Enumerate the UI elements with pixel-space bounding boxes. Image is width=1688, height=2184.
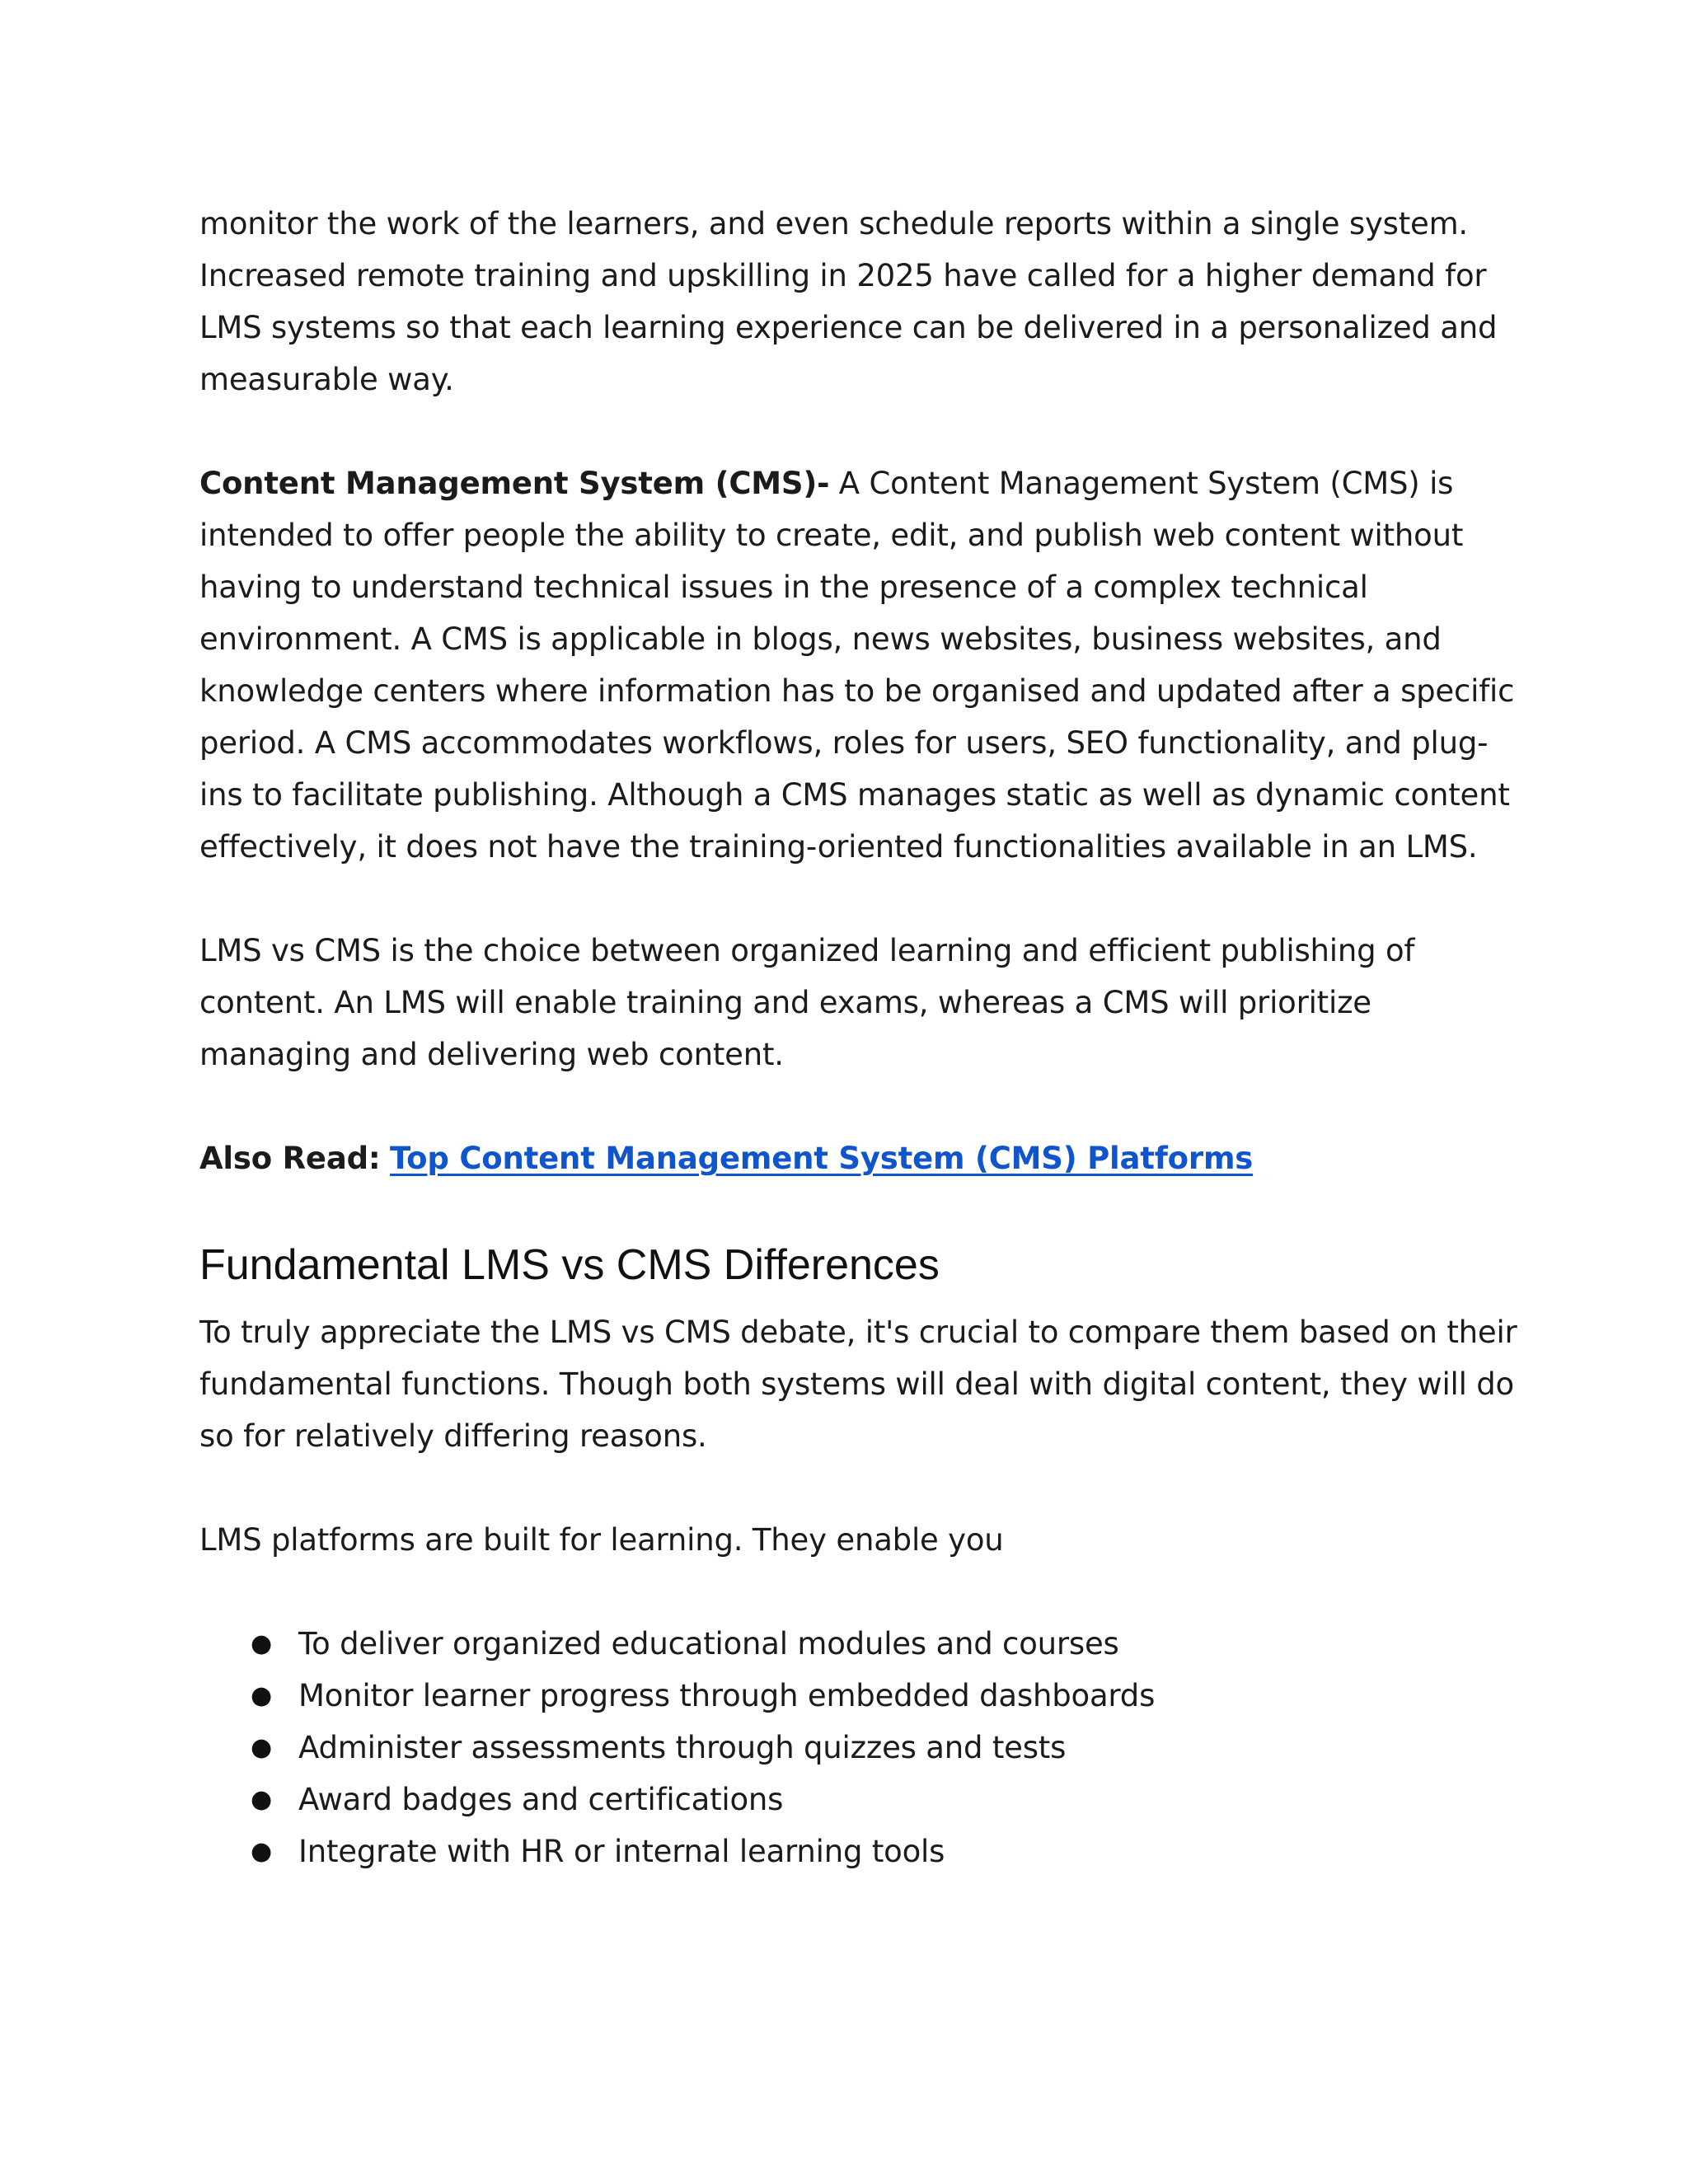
cms-definition-paragraph	[199, 457, 1518, 873]
document-page	[199, 198, 1518, 1877]
section-heading: Fundamental LMS vs CMS Differences	[199, 1241, 940, 1289]
list-item	[199, 1774, 1518, 1825]
bullet-icon: ●	[251, 1785, 272, 1814]
bullet-icon: ●	[251, 1837, 272, 1866]
cms-definition-body: A Content Management System (CMS) is intended to offer people the ability to create, edit, and publish web content without having to understand technical issues in the presence of a complex technical environment. A CMS is applicable in blogs, news websites, business websites, and knowledge centers where information has to be organised and updated after a specific period. A CMS accommodates workflows, roles for users, SEO functionality, and plug-ins to facilitate publishing. Although a CMS manages static as well as dynamic content effectively, it does not have the training-oriented functionalities available in an LMS.	[199, 466, 1515, 865]
bullet-icon: ●	[251, 1629, 272, 1658]
list-item	[199, 1825, 1518, 1877]
also-read-line	[199, 1132, 1518, 1184]
list-item-text: Monitor learner progress through embedded dashboards	[298, 1678, 1156, 1713]
list-item-text: To deliver organized educational modules and courses	[298, 1626, 1119, 1661]
bullet-icon: ●	[251, 1733, 272, 1762]
section-intro-paragraph: To truly appreciate the LMS vs CMS debate, it's crucial to compare them based on their fundamental functions. Though both systems will deal with digital content, they will do so for relatively differing reasons.	[199, 1315, 1517, 1454]
cms-definition-label: Content Management System (CMS)-	[199, 466, 830, 501]
list-item-text: Integrate with HR or internal learning tools	[298, 1834, 945, 1869]
list-item	[199, 1670, 1518, 1722]
intro-continued-paragraph: monitor the work of the learners, and even schedule reports within a single system. Increased remote training and upskilling in 2025 have called for a higher demand for LMS systems so that each learning experience can be delivered in a personalized and measurable way.	[199, 206, 1498, 397]
list-item-text: Administer assessments through quizzes and tests	[298, 1730, 1067, 1765]
lms-features-list	[199, 1618, 1518, 1877]
lms-lead-paragraph: LMS platforms are built for learning. They enable you	[199, 1522, 1004, 1558]
list-item	[199, 1722, 1518, 1774]
list-item-text: Award badges and certifications	[298, 1782, 784, 1817]
also-read-link[interactable]: Top Content Management System (CMS) Platforms	[390, 1141, 1254, 1176]
list-item	[199, 1618, 1518, 1670]
bullet-icon: ●	[251, 1681, 272, 1710]
also-read-label: Also Read:	[199, 1141, 381, 1176]
lms-vs-cms-summary-paragraph: LMS vs CMS is the choice between organized learning and efficient publishing of content. An LMS will enable training and exams, whereas a CMS will prioritize managing and delivering web content.	[199, 933, 1415, 1072]
